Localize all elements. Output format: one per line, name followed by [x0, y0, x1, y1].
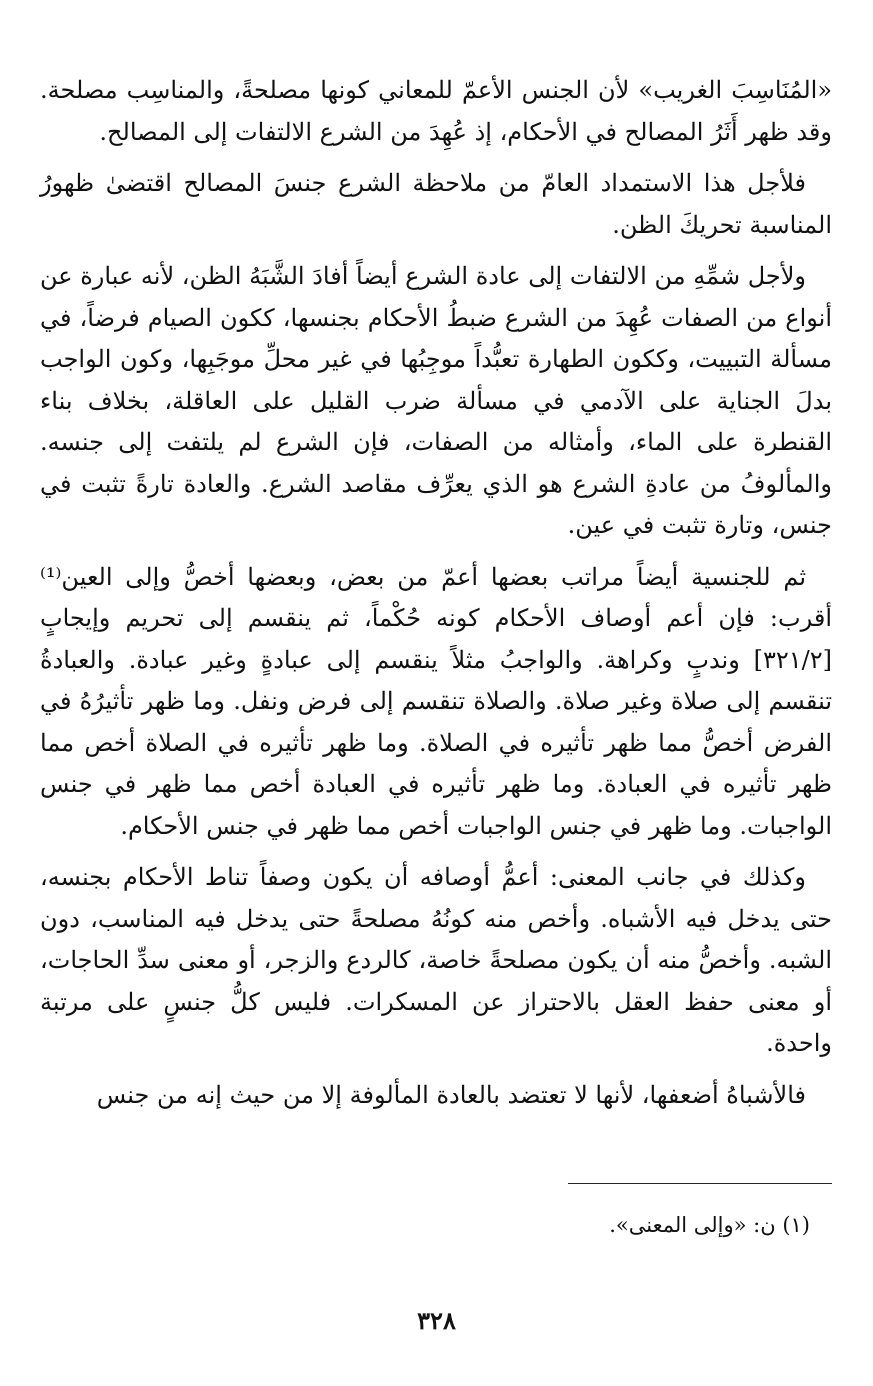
paragraph-5: وكذلك في جانب المعنى: أعمُّ أوصافه أن يكون وصفاً تناط الأحكام بجنسه، حتى يدخل فيه الأشباه. وأخص منه كونُهُ مصلحةً حتى يدخل فيه المناسب، دون الشبه. وأخصُّ منه أن يكون مصلحةً خاصة، كالردع والزجر، أو معنى سدِّ الحاجات، أو معنى حفظ العقل بالاحتراز عن المسكرات. فليس كلُّ جنسٍ على مرتبة واحدة. [40, 863, 832, 1057]
paragraph-2: فلأجل هذا الاستمداد العامّ من ملاحظة الشرع جنسَ المصالح اقتضىٰ ظهورُ المناسبة تحريكَ الظن. [40, 169, 832, 239]
footnote: (١) ن: «وإلى المعنى». [609, 1213, 810, 1237]
paragraph-1: «المُنَاسِبَ الغريب» لأن الجنس الأعمّ للمعاني كونها مصلحةً، والمناسِب مصلحة. وقد ظهر أَثَرُ المصالح في الأحكام، إذ عُهِدَ من الشرع الالتفات إلى المصالح. [40, 76, 832, 146]
paragraph-6: فالأشباهُ أضعفها، لأنها لا تعتضد بالعادة المألوفة إلا من حيث إنه من جنس [96, 1080, 806, 1109]
footnote-divider [568, 1183, 832, 1184]
page-number: ٣٢٨ [417, 1306, 456, 1335]
paragraph-3: ولأجل شمِّهِ من الالتفات إلى عادة الشرع أيضاً أفادَ الشَّبَهُ الظن، لأنه عبارة عن أنواع من الصفات عُهِدَ من الشرع ضبطُ الأحكام بجنسها، ككون الصيام فرضاً، في مسألة التبييت، وككون الطهارة تعبُّداً موجِبُها في غير محلِّ موجَبِها، وكون الواجب بدلَ الجناية على الآدمي في مسألة ضرب القليل على العاقلة، بخلاف بناء القنطرة على الماء، وأمثاله من الصفات، فإن الشرع لم يلتفت إلى جنسه. والمألوفُ من عادةِ الشرع هو الذي يعرِّف مقاصد الشرع. والعادة تارةً تثبت في جنس، وتارة تثبت في عين. [40, 262, 833, 539]
main-text [40, 70, 832, 1126]
paragraph-4: ثم للجنسية أيضاً مراتب بعضها أعمّ من بعض، وبعضها أخصُّ وإلى العين⁽¹⁾ أقرب: فإن أعم أوصاف الأحكام كونه حُكْماً، ثم ينقسم إلى تحريم وإيجابٍ [٣٢١/٢] وندبٍ وكراهة. والواجبُ مثلاً ينقسم إلى عبادةٍ وغير عبادة. والعبادةُ تنقسم إلى صلاة وغير صلاة. والصلاة تنقسم إلى فرض ونفل. وما ظهر تأثيرُهُ في الفرض أخصُّ مما ظهر تأثيره في الصلاة. وما ظهر تأثيره في الصلاة أخص مما ظهر تأثيره في العبادة. وما ظهر تأثيره في العبادة أخص مما ظهر في جنس الواجبات. وما ظهر في جنس الواجبات أخص مما ظهر في جنس الأحكام. [40, 562, 832, 840]
